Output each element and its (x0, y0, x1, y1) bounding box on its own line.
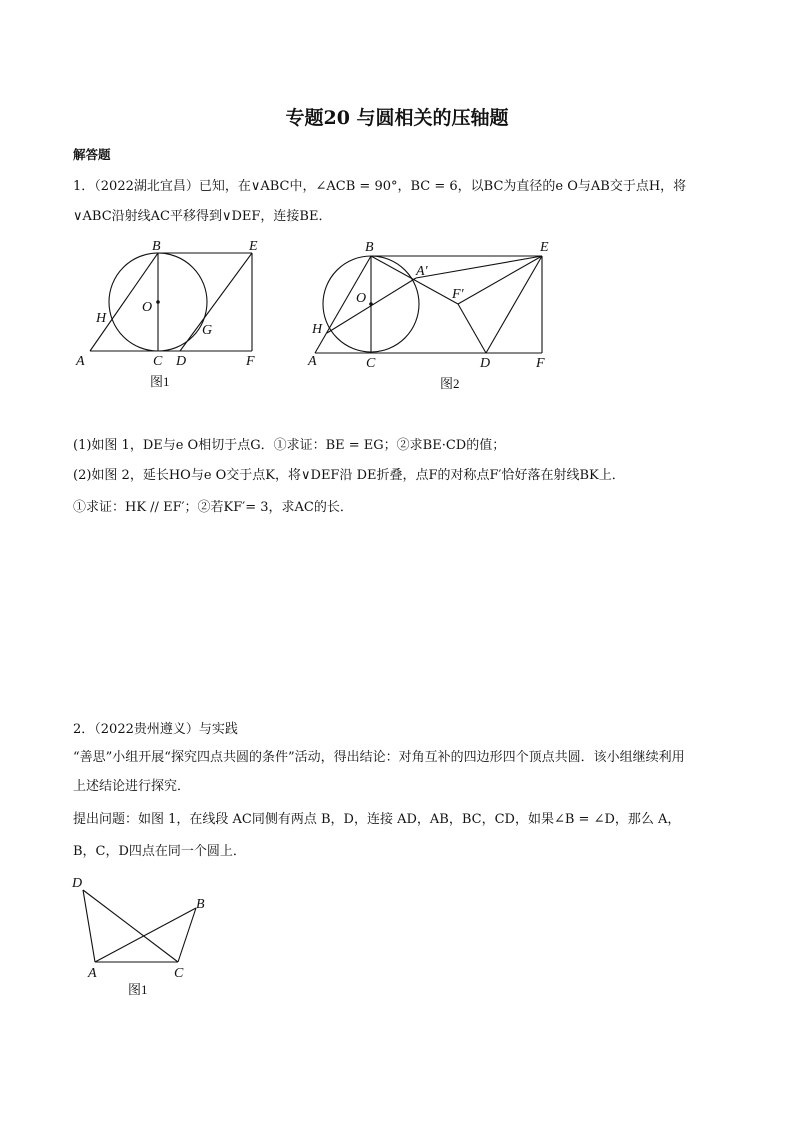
label-g: G (202, 323, 213, 338)
q1-sub3: ①求证：HK // EF′；②若KF′= 3，求AC的长． (73, 500, 353, 515)
q2-line2: “善思”小组开展“探究四点共圆的条件”活动，得出结论：对角互补的四边形四个顶点共圆．该小组继续利用 (73, 750, 685, 765)
label-f: F (246, 354, 255, 369)
figure-caption: 图2 (440, 376, 460, 391)
label-d: D (72, 876, 83, 891)
figure-caption: 图1 (128, 982, 148, 997)
center-dot (156, 300, 160, 304)
q1-figure-2 (300, 228, 570, 398)
q1-line2: ∨ABC沿射线AC平移得到∨DEF，连接BE． (73, 209, 332, 224)
label-e: E (249, 239, 258, 254)
center-dot (369, 302, 373, 306)
label-c: C (366, 356, 376, 371)
label-o: O (356, 291, 367, 306)
label-c: C (174, 966, 184, 981)
label-d: D (480, 356, 491, 371)
q1-line1: 1．（2022湖北宜昌）已知，在∨ABC中，∠ACB = 90°，BC = 6，以BC为直径的e O与AB交于点H，将 (73, 179, 687, 194)
q2-line4: 提出问题：如图 1，在线段 AC同侧有两点 B，D，连接 AD，AB，BC，CD，如果∠B = ∠D，那么 A， (73, 812, 681, 827)
label-a: A (308, 354, 317, 369)
figure-caption: 图1 (150, 374, 170, 389)
label-o: O (142, 300, 153, 315)
label-b: B (152, 239, 161, 254)
label-f-prime: F′ (452, 287, 464, 302)
segment-dc (83, 890, 178, 962)
label-d: D (176, 354, 187, 369)
q2-line5: B，C，D四点在同一个圆上． (73, 844, 246, 859)
q1-sub2: (2)如图 2，延长HO与e O交于点K，将∨DEF沿 DE折叠，点F的对称点F′恰好落在射线BK上． (73, 468, 625, 483)
segment-de (486, 256, 542, 353)
segment-de (180, 253, 252, 351)
label-b: B (365, 240, 374, 255)
label-b: B (196, 897, 205, 912)
segment-bf2 (371, 256, 458, 304)
section-heading: 解答题 (73, 147, 111, 162)
q2-line1: 2．（2022贵州遵义）与实践 (73, 722, 238, 737)
page-title: 专题20 与圆相关的压轴题 (285, 107, 509, 129)
label-h: H (312, 322, 323, 337)
q2-figure-1 (60, 870, 220, 1000)
segment-f2d (458, 304, 486, 353)
label-a: A (88, 966, 97, 981)
label-h: H (96, 311, 107, 326)
label-e: E (540, 240, 549, 255)
label-a-prime: A′ (416, 264, 428, 279)
q2-line3: 上述结论进行探究． (73, 779, 191, 794)
label-a: A (76, 354, 85, 369)
segment-da (83, 890, 95, 962)
q1-figure-1 (60, 228, 290, 398)
label-f: F (536, 356, 545, 371)
q1-sub1: (1)如图 1，DE与e O相切于点G．①求证：BE = EG；②求BE·CD的值； (73, 438, 506, 453)
label-c: C (153, 354, 163, 369)
